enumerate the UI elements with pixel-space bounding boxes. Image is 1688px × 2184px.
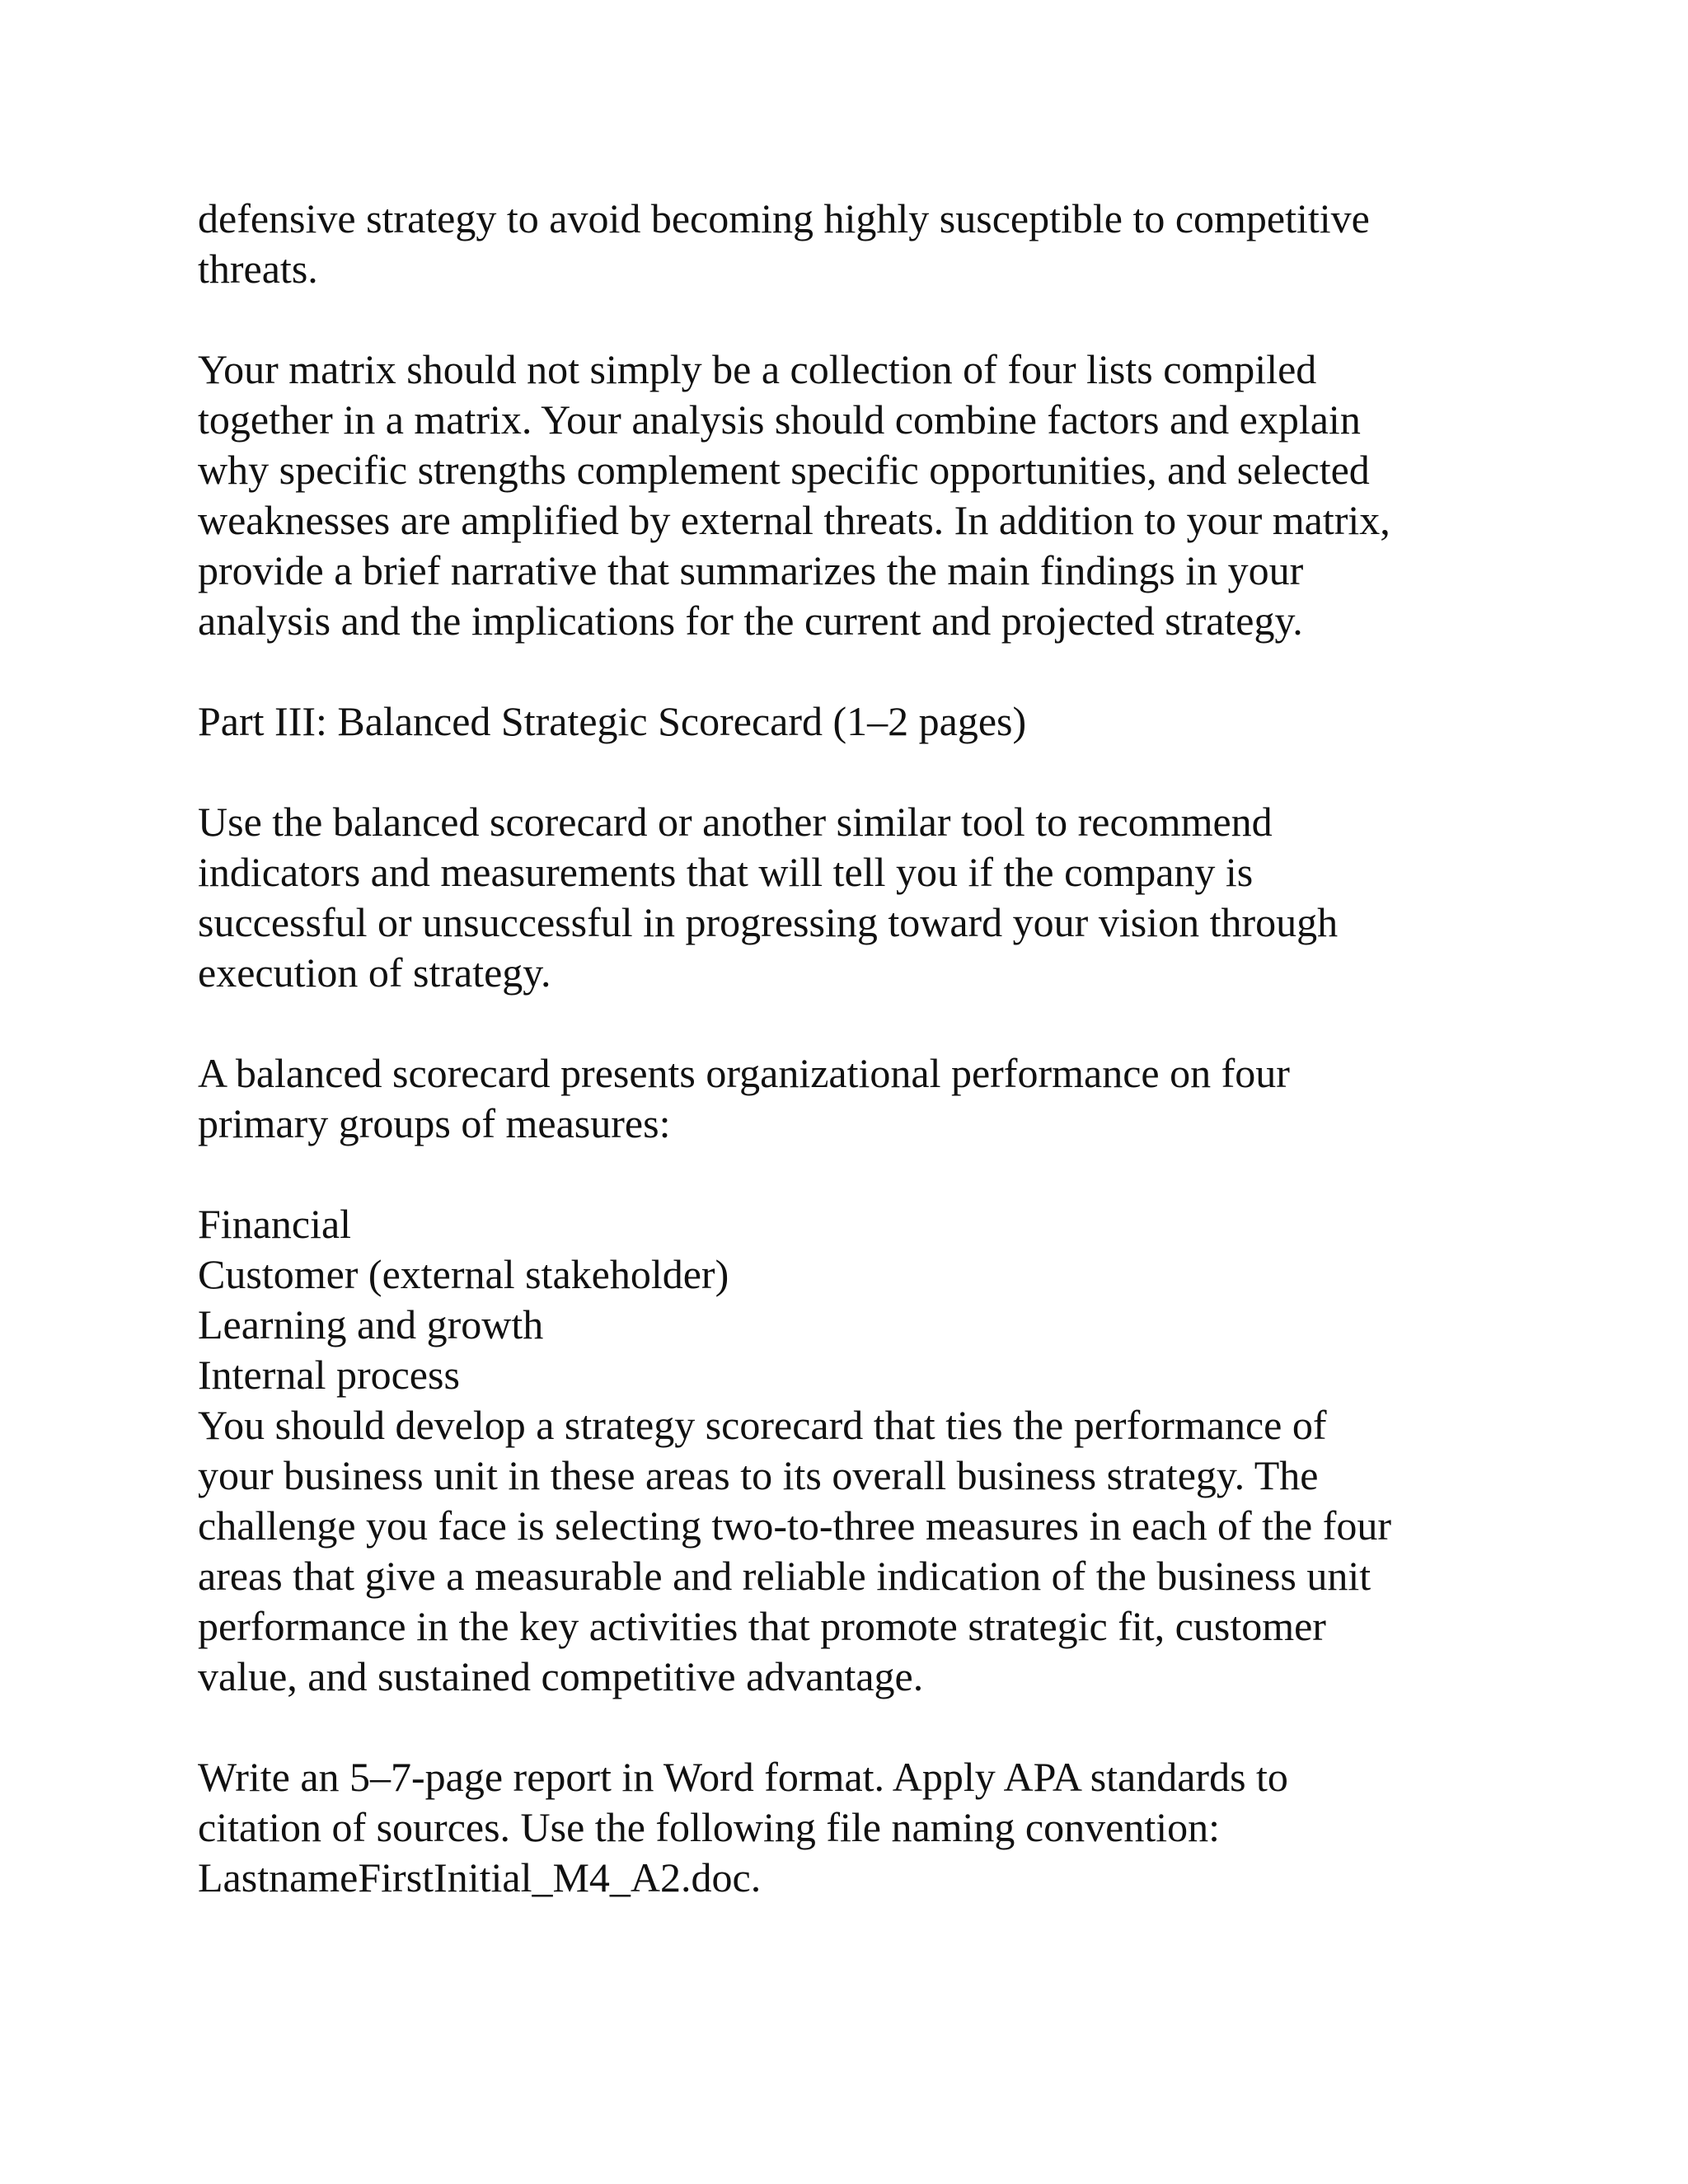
text-line: Your matrix should not simply be a collection of four lists compiled xyxy=(198,346,1317,392)
text-line: threats. xyxy=(198,246,318,292)
text-line: You should develop a strategy scorecard that ties the performance of xyxy=(198,1402,1327,1448)
document-body xyxy=(198,194,1525,1953)
text-line: performance in the key activities that promote strategic fit, customer xyxy=(198,1603,1326,1649)
list-item: Customer (external stakeholder) xyxy=(198,1251,729,1297)
text-line: challenge you face is selecting two-to-three measures in each of the four xyxy=(198,1502,1391,1549)
text-line: citation of sources. Use the following file naming convention: xyxy=(198,1804,1220,1850)
text-line: Use the balanced scorecard or another similar tool to recommend xyxy=(198,799,1273,845)
measures-list xyxy=(198,1199,1525,1400)
heading-text: Part III: Balanced Strategic Scorecard (1–2 pages) xyxy=(198,698,1027,744)
list-item: Financial xyxy=(198,1201,352,1247)
list-item: Learning and growth xyxy=(198,1301,544,1347)
paragraph-develop-scorecard xyxy=(198,1400,1525,1702)
paragraph-report-instructions xyxy=(198,1752,1525,1903)
paragraph-scorecard-definition xyxy=(198,1048,1525,1149)
text-line: analysis and the implications for the current and projected strategy. xyxy=(198,598,1303,644)
text-line: weaknesses are amplified by external threats. In addition to your matrix, xyxy=(198,497,1390,543)
paragraph-matrix-instructions xyxy=(198,344,1525,646)
text-line: why specific strengths complement specific opportunities, and selected xyxy=(198,447,1370,493)
text-line: successful or unsuccessful in progressing toward your vision through xyxy=(198,899,1339,945)
text-line: Write an 5–7-page report in Word format. Apply APA standards to xyxy=(198,1754,1288,1800)
text-line: value, and sustained competitive advantage. xyxy=(198,1653,924,1699)
text-line: provide a brief narrative that summarizes the main findings in your xyxy=(198,547,1304,593)
section-heading-part-iii xyxy=(198,696,1525,747)
text-line: your business unit in these areas to its overall business strategy. The xyxy=(198,1452,1319,1498)
text-line: A balanced scorecard presents organizational performance on four xyxy=(198,1050,1290,1096)
text-line: execution of strategy. xyxy=(198,949,551,996)
text-line: LastnameFirstInitial_M4_A2.doc. xyxy=(198,1854,762,1900)
text-line: together in a matrix. Your analysis should combine factors and explain xyxy=(198,396,1361,443)
text-line: areas that give a measurable and reliable indication of the business unit xyxy=(198,1553,1372,1599)
paragraph-scorecard-tool xyxy=(198,797,1525,998)
text-line: defensive strategy to avoid becoming highly susceptible to competitive xyxy=(198,195,1370,241)
text-line: indicators and measurements that will tell you if the company is xyxy=(198,849,1254,895)
list-item: Internal process xyxy=(198,1352,460,1398)
text-line: primary groups of measures: xyxy=(198,1100,671,1146)
paragraph-defensive-strategy xyxy=(198,194,1525,294)
